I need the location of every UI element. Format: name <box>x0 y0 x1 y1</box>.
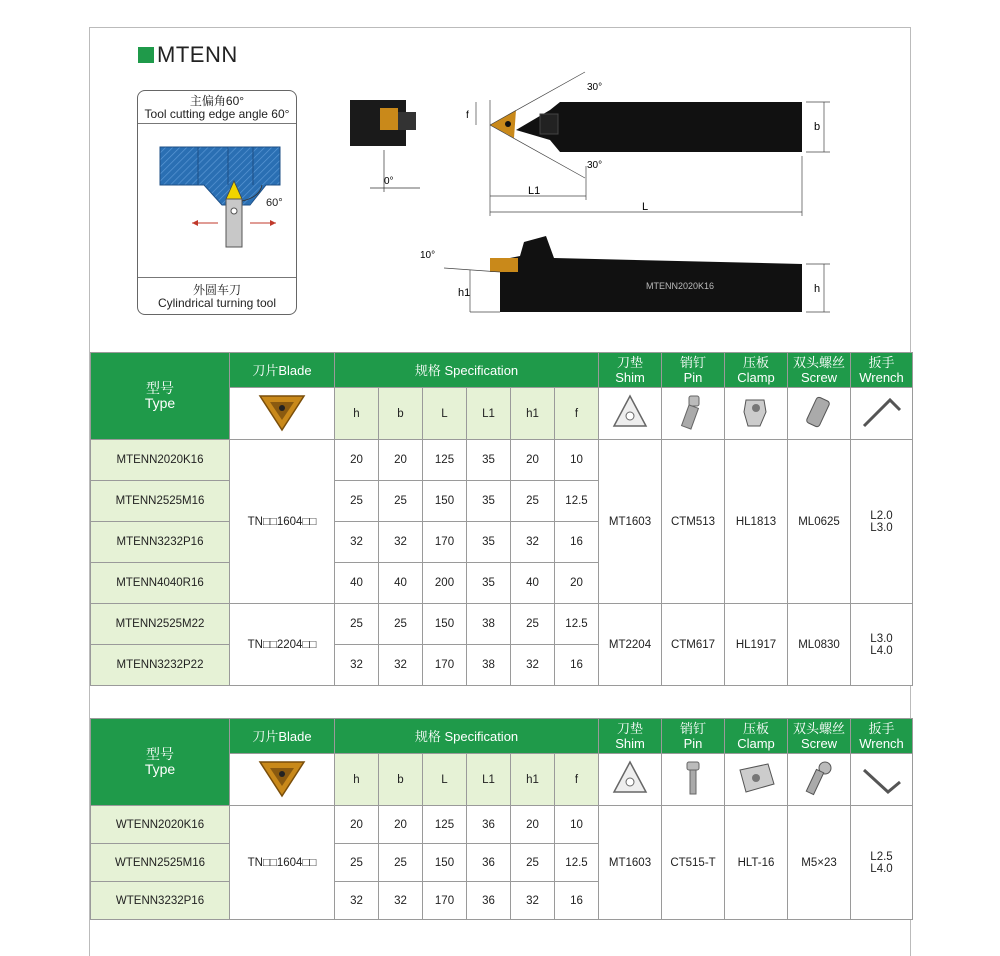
value-cell: 25 <box>335 481 379 522</box>
clamp-header-cn: 压板 <box>742 721 769 736</box>
screw-header-en: Screw <box>800 736 838 751</box>
screw-header-cn: 双头螺丝 <box>792 721 845 736</box>
value-cell: 25 <box>379 844 423 882</box>
wrench-icon <box>860 758 904 798</box>
pin-header-en: Pin <box>683 736 703 751</box>
shim-header-cn: 刀垫 <box>616 355 643 370</box>
value-cell: 20 <box>511 440 555 481</box>
inset-bottom-caption <box>138 284 296 310</box>
shim-header-en: Shim <box>615 370 645 385</box>
value-cell: 36 <box>467 844 511 882</box>
wrench-cell <box>851 604 913 686</box>
value-cell: 40 <box>379 563 423 604</box>
type-cell: WTENN2020K16 <box>91 806 230 844</box>
shim-icon <box>610 392 650 432</box>
type-cell: MTENN2525M16 <box>91 481 230 522</box>
angle-top-label: 30° <box>587 82 603 93</box>
clamp-cell: HL1917 <box>725 604 788 686</box>
col-f-header: f <box>555 754 599 806</box>
clamp-header-en: Clamp <box>737 736 775 751</box>
value-cell: 12.5 <box>555 604 599 645</box>
value-cell: 12.5 <box>555 844 599 882</box>
value-cell: 16 <box>555 882 599 920</box>
value-cell: 40 <box>335 563 379 604</box>
screw-cell: M5×23 <box>788 806 851 920</box>
value-cell: 35 <box>467 481 511 522</box>
shim-header <box>599 719 662 754</box>
angle-bottom-label: 30° <box>587 160 603 171</box>
shim-icon <box>610 758 650 798</box>
blade-cell: TN□□1604□□ <box>230 440 335 604</box>
col-h-header: h <box>335 754 379 806</box>
col-L1-header: L1 <box>467 388 511 440</box>
wrench-size: L4.0 <box>870 862 893 875</box>
wrench-size: L4.0 <box>870 644 893 657</box>
page-title <box>138 42 238 68</box>
value-cell: 25 <box>511 481 555 522</box>
wrench-header-cn: 扳手 <box>868 721 895 736</box>
col-h1-header: h1 <box>511 388 555 440</box>
pin-header-cn: 销钉 <box>679 721 706 736</box>
screw-header <box>788 719 851 754</box>
dim-b-label: b <box>814 121 821 133</box>
value-cell: 32 <box>511 522 555 563</box>
pin-cell: CTM617 <box>662 604 725 686</box>
wrench-size: L3.0 <box>870 521 893 534</box>
title-marker <box>138 47 154 63</box>
value-cell: 32 <box>335 882 379 920</box>
value-cell: 200 <box>423 563 467 604</box>
angle-rake-label: 10° <box>420 250 436 261</box>
value-cell: 12.5 <box>555 481 599 522</box>
inset-divider-top <box>138 123 296 124</box>
blade-header: 刀片Blade <box>230 353 335 388</box>
type-cell: MTENN3232P16 <box>91 522 230 563</box>
clamp-header-en: Clamp <box>737 370 775 385</box>
value-cell: 16 <box>555 522 599 563</box>
blade-cell: TN□□2204□□ <box>230 604 335 686</box>
value-cell: 16 <box>555 645 599 686</box>
shim-header-en: Shim <box>615 736 645 751</box>
type-header <box>91 353 230 440</box>
side-view <box>444 236 830 312</box>
spec-table-mtenn <box>90 352 913 686</box>
value-cell: 32 <box>379 645 423 686</box>
wrench-icon <box>860 392 904 432</box>
value-cell: 20 <box>511 806 555 844</box>
spec-table-wtenn <box>90 718 913 920</box>
col-L1-header: L1 <box>467 754 511 806</box>
value-cell: 10 <box>555 806 599 844</box>
value-cell: 25 <box>511 844 555 882</box>
pin-image <box>662 388 725 440</box>
clamp-header-cn: 压板 <box>742 355 769 370</box>
triangle-insert-icon <box>252 390 312 434</box>
screw-cell: ML0830 <box>788 604 851 686</box>
col-h-header: h <box>335 388 379 440</box>
angle-zero-label: 0° <box>384 176 394 187</box>
col-h1-header: h1 <box>511 754 555 806</box>
pin-icon <box>673 392 713 432</box>
type-cell: MTENN3232P22 <box>91 645 230 686</box>
wrench-size: L2.5 <box>870 850 893 863</box>
value-cell: 150 <box>423 604 467 645</box>
shim-image <box>599 388 662 440</box>
wrench-header-cn: 扳手 <box>868 355 895 370</box>
col-b-header: b <box>379 388 423 440</box>
pin-header <box>662 353 725 388</box>
screw-icon <box>799 392 839 432</box>
value-cell: 38 <box>467 645 511 686</box>
value-cell: 20 <box>335 806 379 844</box>
dim-h-label: h <box>814 283 821 295</box>
wrench-cell <box>851 806 913 920</box>
value-cell: 170 <box>423 522 467 563</box>
clamp-icon <box>736 392 776 432</box>
value-cell: 36 <box>467 806 511 844</box>
value-cell: 125 <box>423 440 467 481</box>
type-header-cn: 型号 <box>146 746 174 762</box>
value-cell: 25 <box>379 481 423 522</box>
value-cell: 32 <box>511 882 555 920</box>
wrench-cell <box>851 440 913 604</box>
blade-insert-image <box>230 754 335 806</box>
value-cell: 32 <box>379 882 423 920</box>
value-cell: 20 <box>555 563 599 604</box>
wrench-header-en: Wrench <box>859 370 904 385</box>
shim-image <box>599 754 662 806</box>
value-cell: 25 <box>511 604 555 645</box>
type-cell: MTENN2020K16 <box>91 440 230 481</box>
value-cell: 32 <box>379 522 423 563</box>
inset-top-cn: 主偏角60° <box>189 94 245 108</box>
value-cell: 20 <box>379 440 423 481</box>
screw-image <box>788 388 851 440</box>
type-cell: MTENN4040R16 <box>91 563 230 604</box>
value-cell: 150 <box>423 844 467 882</box>
wrench-header-en: Wrench <box>859 736 904 751</box>
type-cell: WTENN3232P16 <box>91 882 230 920</box>
value-cell: 36 <box>467 882 511 920</box>
shim-header-cn: 刀垫 <box>616 721 643 736</box>
pin-header-en: Pin <box>683 370 703 385</box>
value-cell: 40 <box>511 563 555 604</box>
value-cell: 35 <box>467 522 511 563</box>
screw-header <box>788 353 851 388</box>
type-header <box>91 719 230 806</box>
holder-marking: MTENN2020K16 <box>646 281 715 291</box>
spec-header: 规格 Specification <box>335 353 599 388</box>
screw-image <box>788 754 851 806</box>
pin-cell: CT515-T <box>662 806 725 920</box>
value-cell: 35 <box>467 440 511 481</box>
value-cell: 35 <box>467 563 511 604</box>
dim-L1-label: L1 <box>528 185 541 197</box>
value-cell: 38 <box>467 604 511 645</box>
inset-divider-bottom <box>138 277 296 278</box>
triangle-insert-icon <box>252 756 312 800</box>
clamp-header <box>725 719 788 754</box>
shim-cell: MT1603 <box>599 806 662 920</box>
screw-cell: ML0625 <box>788 440 851 604</box>
pin-header <box>662 719 725 754</box>
type-header-en: Type <box>144 395 176 411</box>
value-cell: 32 <box>335 645 379 686</box>
dim-h1-label: h1 <box>458 287 471 299</box>
value-cell: 25 <box>335 844 379 882</box>
inset-bottom-en: Cylindrical turning tool <box>157 296 277 310</box>
blade-cell: TN□□1604□□ <box>230 806 335 920</box>
value-cell: 32 <box>335 522 379 563</box>
cutting-angle-inset <box>137 90 297 315</box>
value-cell: 25 <box>379 604 423 645</box>
dim-f-label: f <box>466 110 469 121</box>
value-cell: 125 <box>423 806 467 844</box>
type-header-cn: 型号 <box>146 380 174 396</box>
spec-header: 规格 Specification <box>335 719 599 754</box>
inset-top-caption <box>138 95 296 121</box>
value-cell: 25 <box>335 604 379 645</box>
wrench-size: L3.0 <box>870 632 893 645</box>
col-f-header: f <box>555 388 599 440</box>
title-text: MTENN <box>157 42 238 67</box>
value-cell: 20 <box>379 806 423 844</box>
type-cell: WTENN2525M16 <box>91 844 230 882</box>
shim-cell: MT1603 <box>599 440 662 604</box>
clamp-cell: HLT-16 <box>725 806 788 920</box>
value-cell: 170 <box>423 645 467 686</box>
clamp-image <box>725 754 788 806</box>
blade-header: 刀片Blade <box>230 719 335 754</box>
wrench-header <box>851 353 913 388</box>
inset-top-en: Tool cutting edge angle 60° <box>144 107 290 121</box>
col-b-header: b <box>379 754 423 806</box>
clamp-cell: HL1813 <box>725 440 788 604</box>
blade-insert-image <box>230 388 335 440</box>
value-cell: 20 <box>335 440 379 481</box>
shim-header <box>599 353 662 388</box>
wrench-header <box>851 719 913 754</box>
pin-image <box>662 754 725 806</box>
col-L-header: L <box>423 388 467 440</box>
type-cell: MTENN2525M22 <box>91 604 230 645</box>
pin-header-cn: 销钉 <box>679 355 706 370</box>
screw-icon <box>799 758 839 798</box>
type-header-en: Type <box>144 761 176 777</box>
value-cell: 150 <box>423 481 467 522</box>
value-cell: 32 <box>511 645 555 686</box>
clamp-header <box>725 353 788 388</box>
col-L-header: L <box>423 754 467 806</box>
pin-icon <box>673 758 713 798</box>
screw-header-en: Screw <box>800 370 838 385</box>
shim-cell: MT2204 <box>599 604 662 686</box>
dim-L-label: L <box>642 201 649 213</box>
clamp-icon <box>734 758 778 798</box>
screw-header-cn: 双头螺丝 <box>792 355 845 370</box>
inset-bottom-cn: 外圆车刀 <box>192 283 241 297</box>
value-cell: 10 <box>555 440 599 481</box>
value-cell: 170 <box>423 882 467 920</box>
clamp-image <box>725 388 788 440</box>
inset-angle-label: 60° <box>266 197 283 209</box>
wrench-image <box>851 388 913 440</box>
pin-cell: CTM513 <box>662 440 725 604</box>
tool-holder-drawing <box>340 70 840 330</box>
wrench-image <box>851 754 913 806</box>
wrench-size: L2.0 <box>870 509 893 522</box>
